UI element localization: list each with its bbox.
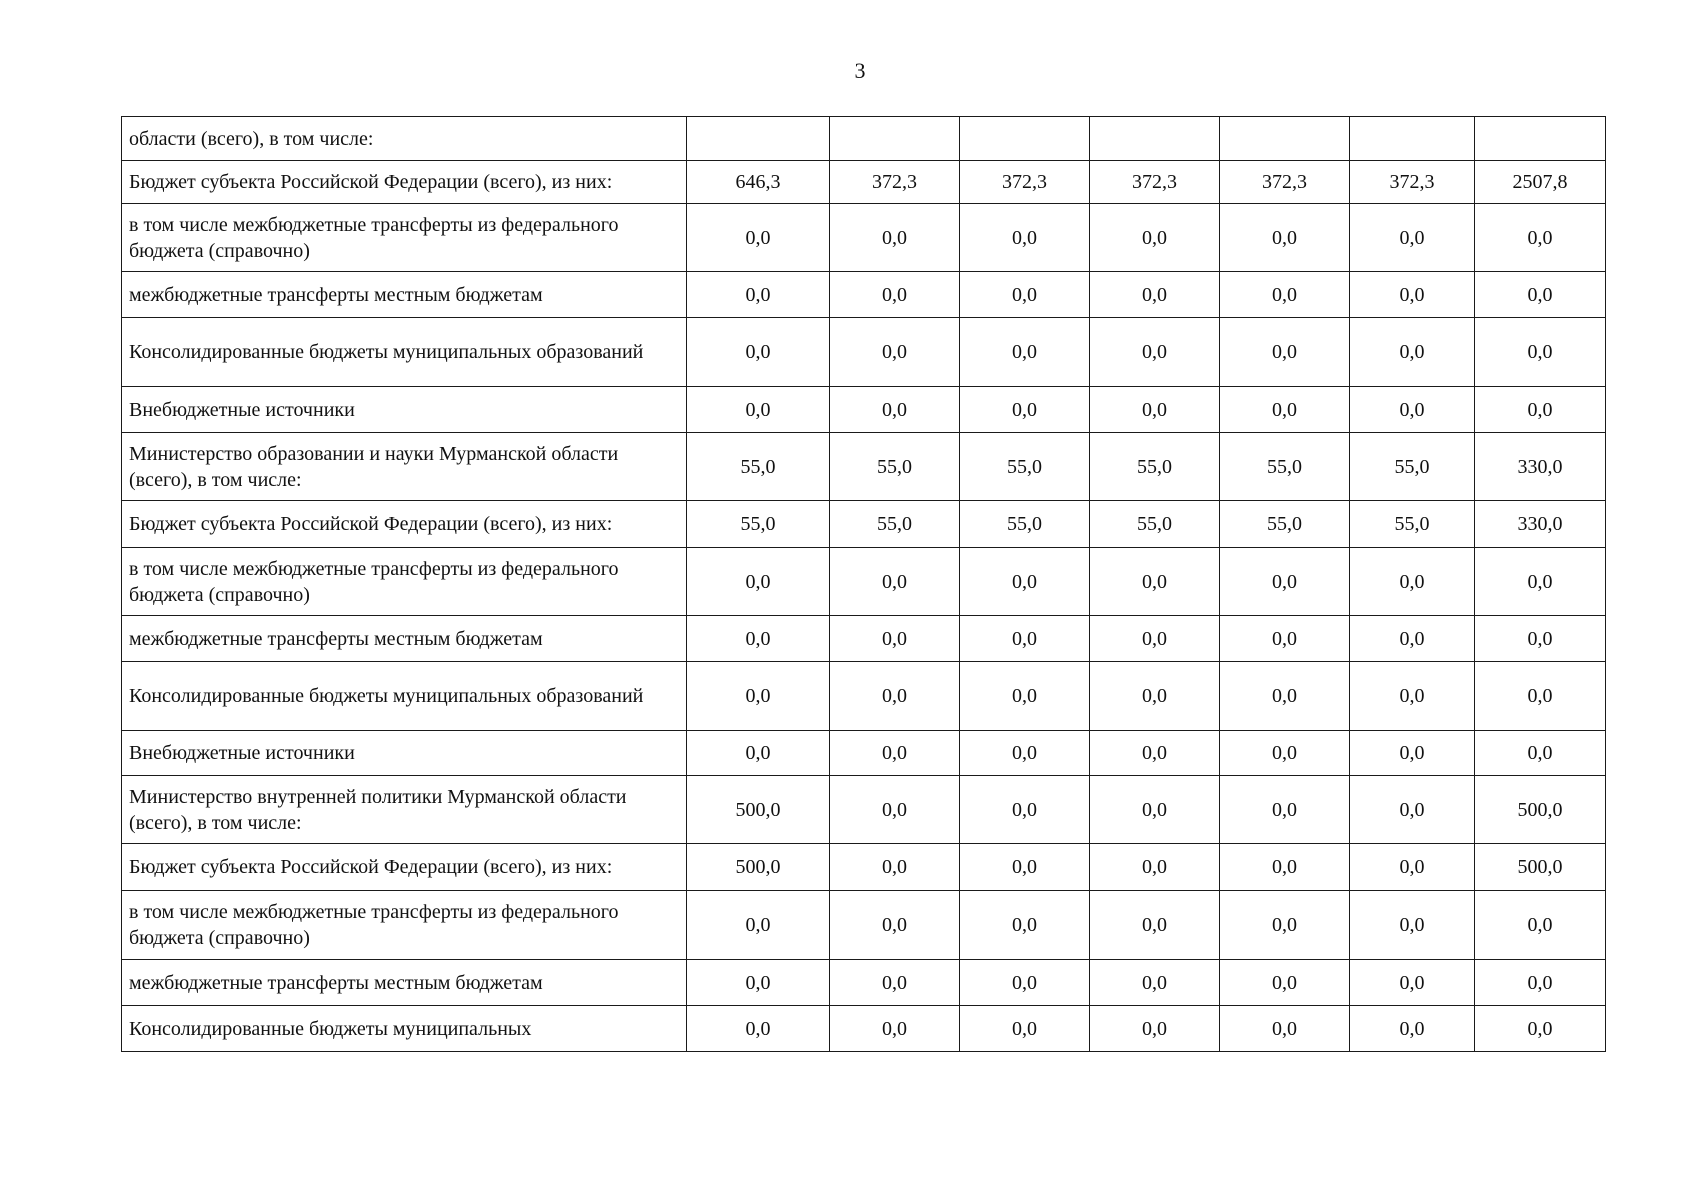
- total-cell: 330,0: [1475, 433, 1606, 501]
- row-label: Министерство образовании и науки Мурманской области (всего), в том числе:: [122, 433, 687, 501]
- table-row: [122, 616, 1606, 662]
- value-cell: [960, 117, 1090, 161]
- value-cell: 0,0: [1350, 616, 1475, 662]
- value-cell: 0,0: [830, 662, 960, 731]
- value-cell: 0,0: [960, 776, 1090, 844]
- value-cell: 0,0: [1220, 776, 1350, 844]
- total-cell: 0,0: [1475, 272, 1606, 318]
- value-cell: 372,3: [830, 161, 960, 204]
- value-cell: 0,0: [1350, 548, 1475, 616]
- value-cell: 0,0: [960, 731, 1090, 776]
- value-cell: 0,0: [1220, 731, 1350, 776]
- table-row: [122, 387, 1606, 433]
- value-cell: 372,3: [1090, 161, 1220, 204]
- value-cell: 0,0: [1090, 960, 1220, 1006]
- value-cell: 0,0: [1350, 776, 1475, 844]
- table-row: [122, 161, 1606, 204]
- value-cell: 0,0: [687, 662, 830, 731]
- value-cell: 0,0: [687, 272, 830, 318]
- value-cell: [1220, 117, 1350, 161]
- value-cell: 0,0: [960, 662, 1090, 731]
- value-cell: 0,0: [960, 387, 1090, 433]
- value-cell: 55,0: [960, 433, 1090, 501]
- value-cell: 0,0: [1220, 891, 1350, 960]
- value-cell: 0,0: [1220, 616, 1350, 662]
- value-cell: 372,3: [960, 161, 1090, 204]
- value-cell: 646,3: [687, 161, 830, 204]
- value-cell: 0,0: [687, 318, 830, 387]
- value-cell: 55,0: [960, 501, 1090, 548]
- value-cell: 0,0: [830, 318, 960, 387]
- total-cell: 0,0: [1475, 318, 1606, 387]
- value-cell: 0,0: [1090, 204, 1220, 272]
- value-cell: 0,0: [1350, 844, 1475, 891]
- table-row: [122, 776, 1606, 844]
- total-cell: 330,0: [1475, 501, 1606, 548]
- value-cell: 0,0: [1090, 548, 1220, 616]
- budget-table: [121, 116, 1606, 1052]
- value-cell: 0,0: [960, 272, 1090, 318]
- value-cell: 0,0: [960, 318, 1090, 387]
- total-cell: 0,0: [1475, 662, 1606, 731]
- value-cell: [1090, 117, 1220, 161]
- value-cell: 0,0: [1220, 960, 1350, 1006]
- table-row: [122, 960, 1606, 1006]
- value-cell: 0,0: [830, 960, 960, 1006]
- value-cell: 0,0: [1220, 1006, 1350, 1052]
- value-cell: 55,0: [1090, 433, 1220, 501]
- value-cell: 0,0: [1090, 272, 1220, 318]
- value-cell: 0,0: [1220, 204, 1350, 272]
- total-cell: 0,0: [1475, 1006, 1606, 1052]
- table-row: [122, 501, 1606, 548]
- table-row: [122, 318, 1606, 387]
- value-cell: 0,0: [687, 616, 830, 662]
- value-cell: 0,0: [830, 387, 960, 433]
- value-cell: 0,0: [687, 548, 830, 616]
- value-cell: 0,0: [1350, 960, 1475, 1006]
- value-cell: 0,0: [687, 204, 830, 272]
- row-label: в том числе межбюджетные трансферты из федерального бюджета (справочно): [122, 548, 687, 616]
- value-cell: 0,0: [960, 616, 1090, 662]
- table-row: [122, 731, 1606, 776]
- total-cell: 500,0: [1475, 844, 1606, 891]
- value-cell: 0,0: [1220, 844, 1350, 891]
- row-label: в том числе межбюджетные трансферты из федерального бюджета (справочно): [122, 204, 687, 272]
- value-cell: 0,0: [1090, 318, 1220, 387]
- row-label: Бюджет субъекта Российской Федерации (всего), из них:: [122, 844, 687, 891]
- total-cell: 0,0: [1475, 731, 1606, 776]
- value-cell: 0,0: [1090, 776, 1220, 844]
- value-cell: 0,0: [830, 776, 960, 844]
- row-label: Бюджет субъекта Российской Федерации (всего), из них:: [122, 161, 687, 204]
- value-cell: 0,0: [1090, 1006, 1220, 1052]
- table-row: [122, 272, 1606, 318]
- value-cell: 0,0: [1350, 731, 1475, 776]
- value-cell: 0,0: [1350, 1006, 1475, 1052]
- value-cell: 55,0: [1220, 433, 1350, 501]
- total-cell: 500,0: [1475, 776, 1606, 844]
- value-cell: 0,0: [1090, 662, 1220, 731]
- table-row: [122, 891, 1606, 960]
- value-cell: 0,0: [1350, 272, 1475, 318]
- value-cell: 0,0: [830, 1006, 960, 1052]
- table-row: [122, 1006, 1606, 1052]
- row-label: Консолидированные бюджеты муниципальных: [122, 1006, 687, 1052]
- value-cell: 372,3: [1220, 161, 1350, 204]
- page-number: 3: [854, 58, 866, 83]
- value-cell: [1350, 117, 1475, 161]
- value-cell: [830, 117, 960, 161]
- row-label: Министерство внутренней политики Мурманской области (всего), в том числе:: [122, 776, 687, 844]
- row-label: межбюджетные трансферты местным бюджетам: [122, 960, 687, 1006]
- value-cell: 0,0: [1090, 891, 1220, 960]
- value-cell: 0,0: [830, 731, 960, 776]
- value-cell: 55,0: [830, 433, 960, 501]
- value-cell: 0,0: [687, 387, 830, 433]
- table-row: [122, 844, 1606, 891]
- value-cell: 0,0: [687, 1006, 830, 1052]
- value-cell: 55,0: [1350, 501, 1475, 548]
- row-label: межбюджетные трансферты местным бюджетам: [122, 272, 687, 318]
- table-row: [122, 433, 1606, 501]
- total-cell: 0,0: [1475, 387, 1606, 433]
- value-cell: [687, 117, 830, 161]
- value-cell: 0,0: [1350, 387, 1475, 433]
- table-row: [122, 117, 1606, 161]
- value-cell: 0,0: [830, 616, 960, 662]
- value-cell: 372,3: [1350, 161, 1475, 204]
- total-cell: 0,0: [1475, 616, 1606, 662]
- value-cell: 55,0: [687, 433, 830, 501]
- value-cell: 0,0: [1220, 387, 1350, 433]
- value-cell: 500,0: [687, 844, 830, 891]
- value-cell: 0,0: [1350, 662, 1475, 731]
- total-cell: [1475, 117, 1606, 161]
- value-cell: 0,0: [1090, 844, 1220, 891]
- total-cell: 0,0: [1475, 204, 1606, 272]
- total-cell: 2507,8: [1475, 161, 1606, 204]
- value-cell: 0,0: [1220, 548, 1350, 616]
- total-cell: 0,0: [1475, 960, 1606, 1006]
- value-cell: 0,0: [830, 891, 960, 960]
- value-cell: 0,0: [830, 272, 960, 318]
- row-label: в том числе межбюджетные трансферты из федерального бюджета (справочно): [122, 891, 687, 960]
- row-label: Внебюджетные источники: [122, 387, 687, 433]
- value-cell: 0,0: [960, 891, 1090, 960]
- value-cell: 0,0: [1220, 272, 1350, 318]
- value-cell: 55,0: [1090, 501, 1220, 548]
- value-cell: 0,0: [687, 960, 830, 1006]
- value-cell: 0,0: [960, 204, 1090, 272]
- value-cell: 0,0: [960, 1006, 1090, 1052]
- value-cell: 0,0: [1090, 731, 1220, 776]
- value-cell: 0,0: [1350, 204, 1475, 272]
- row-label: межбюджетные трансферты местным бюджетам: [122, 616, 687, 662]
- value-cell: 500,0: [687, 776, 830, 844]
- row-label: Консолидированные бюджеты муниципальных образований: [122, 318, 687, 387]
- value-cell: 55,0: [1220, 501, 1350, 548]
- table-row: [122, 204, 1606, 272]
- value-cell: 55,0: [687, 501, 830, 548]
- value-cell: 0,0: [1220, 662, 1350, 731]
- value-cell: 55,0: [830, 501, 960, 548]
- row-label: Внебюджетные источники: [122, 731, 687, 776]
- table-row: [122, 548, 1606, 616]
- value-cell: 0,0: [1090, 616, 1220, 662]
- row-label: Консолидированные бюджеты муниципальных образований: [122, 662, 687, 731]
- value-cell: 0,0: [960, 960, 1090, 1006]
- value-cell: 0,0: [830, 204, 960, 272]
- value-cell: 0,0: [960, 844, 1090, 891]
- value-cell: 55,0: [1350, 433, 1475, 501]
- value-cell: 0,0: [687, 731, 830, 776]
- table-row: [122, 662, 1606, 731]
- row-label: области (всего), в том числе:: [122, 117, 687, 161]
- value-cell: 0,0: [830, 844, 960, 891]
- total-cell: 0,0: [1475, 891, 1606, 960]
- value-cell: 0,0: [687, 891, 830, 960]
- value-cell: 0,0: [1350, 891, 1475, 960]
- value-cell: 0,0: [830, 548, 960, 616]
- total-cell: 0,0: [1475, 548, 1606, 616]
- value-cell: 0,0: [960, 548, 1090, 616]
- row-label: Бюджет субъекта Российской Федерации (всего), из них:: [122, 501, 687, 548]
- value-cell: 0,0: [1090, 387, 1220, 433]
- value-cell: 0,0: [1350, 318, 1475, 387]
- value-cell: 0,0: [1220, 318, 1350, 387]
